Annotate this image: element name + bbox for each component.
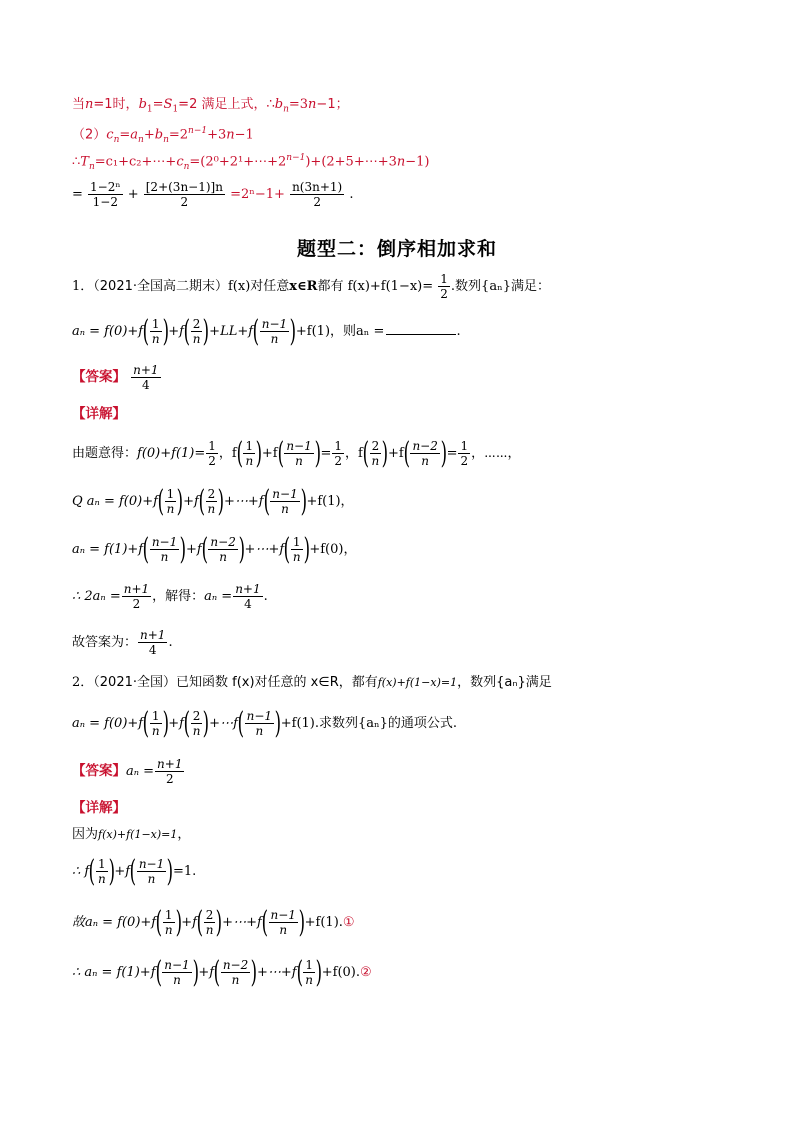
text: n bbox=[163, 134, 169, 145]
text: + bbox=[143, 127, 155, 143]
text: ，数列{aₙ}满足 bbox=[457, 675, 552, 690]
text: −1 bbox=[234, 127, 254, 143]
text: f(x)对任意 bbox=[228, 279, 290, 294]
q2-detail-line-4: ∴ aₙ = f(1)+f( $\frac{n-1}{n}$ )+f( $\frac{n-2}{n}$ )+⋯+f( $\frac{1}{n}$ )+f(0).② bbox=[72, 954, 372, 990]
q1-detail-label-row bbox=[72, 405, 734, 424]
text: S bbox=[163, 97, 173, 112]
text: aₙ = bbox=[204, 589, 233, 604]
section-title: 题型二：倒序相加求和 bbox=[296, 238, 497, 260]
q2-detail-label-row bbox=[72, 799, 734, 818]
solution-line-4 bbox=[72, 178, 734, 212]
text: 故aₙ = f(0)+f bbox=[72, 915, 157, 930]
text: 故答案为： bbox=[72, 635, 138, 650]
fraction: $\frac{n+1}{4}$ bbox=[133, 363, 159, 392]
text: ，解得： bbox=[152, 589, 205, 604]
text: b bbox=[154, 127, 164, 143]
question-number: 1． bbox=[72, 279, 94, 294]
text: +f(1)，则aₙ = bbox=[295, 324, 385, 339]
q1-answer bbox=[72, 360, 734, 395]
text: ∴ bbox=[72, 154, 81, 170]
text: x∈R bbox=[289, 279, 318, 294]
q1-formula: aₙ = f(0)+f( $\frac{1}{n}$ )+f( $\frac{2}{n}$ )+LL+f( $\frac{n-1}{n}$ )+f(1)，则aₙ = . bbox=[72, 313, 461, 349]
answer-label: 【答案】 bbox=[72, 763, 126, 779]
text: 1 bbox=[172, 104, 179, 115]
text: = bbox=[152, 97, 164, 112]
text: +f bbox=[261, 446, 278, 461]
q1-detail-line-2: Q aₙ = f(0)+f( $\frac{1}{n}$ )+f( $\frac{2}{n}$ )+⋯+f( $\frac{n-1}{n}$ )+f(1)， bbox=[72, 483, 354, 519]
text: aₙ = f(0)+f bbox=[72, 716, 144, 731]
text: c bbox=[106, 127, 114, 143]
equation-mark: ① bbox=[342, 915, 355, 930]
question-number: 2． bbox=[72, 675, 94, 690]
equation-mark: ② bbox=[360, 965, 372, 980]
fraction: $\frac{n(3n+1)}{2}$ bbox=[292, 180, 343, 209]
text: +f(1)， bbox=[306, 494, 354, 509]
q1-detail-line-1: 由题意得：f(0)+f(1)= $\frac{1}{2}$ ，f( $\frac{1}{n}$ )+f( $\frac{n-1}{n}$ )= $\frac{1}{2}$ ，f( $\frac{2}{n}$ )+f( $\frac{n-2}{n}$ )= $\frac{1}{2}$ ，⋯⋯， bbox=[72, 435, 521, 471]
solution-line-1 bbox=[72, 96, 734, 119]
text: ，⋯⋯， bbox=[471, 446, 521, 461]
text: =(2⁰+2¹+⋯+2 bbox=[189, 154, 287, 170]
text: n bbox=[308, 97, 317, 112]
text: T bbox=[80, 154, 89, 170]
text: Q aₙ = f(0)+f bbox=[72, 494, 158, 509]
text: n bbox=[113, 134, 120, 145]
text: ，f bbox=[345, 446, 363, 461]
text: −1) bbox=[405, 154, 430, 170]
text: + bbox=[127, 187, 139, 202]
text: aₙ = f(0)+f bbox=[72, 324, 144, 339]
text: n−1 bbox=[286, 153, 306, 163]
q1-detail-line-3: aₙ = f(1)+f( $\frac{n-1}{n}$ )+f( $\frac{n-2}{n}$ )+⋯+f( $\frac{1}{n}$ )+f(0)， bbox=[72, 531, 357, 567]
text: 由题意得： bbox=[72, 446, 138, 461]
text: a bbox=[130, 127, 139, 143]
text: （2） bbox=[72, 127, 107, 143]
text: ， bbox=[177, 827, 191, 842]
text: 已知函数 f(x)对任意的 x∈R，都有 bbox=[176, 675, 378, 690]
text: −1； bbox=[316, 97, 349, 112]
text: +f(0)， bbox=[309, 542, 357, 557]
fraction: $\frac{\text{1−2ⁿ}}{1-2}$ bbox=[90, 180, 121, 209]
text: f(x)+f(1−x)=1 bbox=[377, 676, 458, 689]
text: +⋯+f bbox=[223, 494, 264, 509]
text: +f bbox=[185, 542, 202, 557]
text: aₙ = bbox=[126, 764, 155, 779]
text: +f bbox=[198, 965, 215, 980]
text: n bbox=[138, 134, 144, 145]
detail-label: 【详解】 bbox=[72, 800, 126, 816]
text: +f bbox=[168, 716, 184, 731]
text: c bbox=[176, 154, 184, 170]
text: +f(1). bbox=[304, 915, 343, 930]
q2-detail-line-3: 故aₙ = f(0)+f( $\frac{1}{n}$ )+f( $\frac{2}{n}$ )+⋯+f( $\frac{n-1}{n}$ )+f(1).① bbox=[72, 904, 355, 940]
text: )+(2+5+⋯+3 bbox=[305, 154, 397, 170]
q2-formula: aₙ = f(0)+f( $\frac{1}{n}$ )+f( $\frac{2}{n}$ )+⋯f( $\frac{n-1}{n}$ )+f(1).求数列{aₙ}的通项公式. bbox=[72, 705, 458, 741]
text: f(0)+f(1)= bbox=[137, 446, 206, 461]
text: n bbox=[88, 161, 95, 172]
text: +f bbox=[114, 864, 131, 879]
text: 当 bbox=[72, 97, 86, 112]
text: = bbox=[320, 446, 332, 461]
text: n bbox=[183, 161, 190, 172]
text: ∴ f bbox=[72, 864, 90, 879]
text: n bbox=[85, 97, 94, 112]
text: n bbox=[283, 104, 289, 115]
question-source: （2021·全国） bbox=[93, 675, 176, 690]
text: = bbox=[119, 127, 131, 143]
fraction: $\frac{1}{2}$ bbox=[440, 272, 448, 301]
text: . bbox=[263, 589, 268, 604]
text: +f bbox=[183, 494, 199, 509]
text: 因为 bbox=[72, 827, 99, 842]
detail-label: 【详解】 bbox=[72, 406, 126, 422]
text: +f bbox=[168, 324, 184, 339]
text: b bbox=[138, 97, 147, 112]
q1-detail-line-5: 故答案为： $\frac{n+1}{4}$ . bbox=[72, 628, 173, 657]
answer-label: 【答案】 bbox=[72, 369, 126, 385]
fraction: $\frac{[2+(3n-1)]n}{2}$ bbox=[145, 180, 223, 209]
text: =2 满足上式，∴ bbox=[178, 97, 275, 112]
text: ∴ aₙ = f(1)+f bbox=[72, 965, 156, 980]
text: aₙ = f(1)+f bbox=[72, 542, 144, 557]
text: = bbox=[72, 187, 83, 202]
text: +f bbox=[388, 446, 404, 461]
text: 都有 f(x)+f(1−x)= bbox=[317, 279, 434, 294]
text: =2ⁿ−1+ bbox=[230, 187, 285, 202]
text: +⋯+f bbox=[256, 965, 297, 980]
text: 1 bbox=[146, 104, 153, 115]
q1-detail-line-4: ∴ 2aₙ = $\frac{n+1}{2}$ ，解得：aₙ = $\frac{n+1}{4}$ . bbox=[72, 582, 268, 611]
text: n−1 bbox=[188, 126, 208, 136]
text: +f bbox=[181, 915, 197, 930]
answer-blank bbox=[386, 334, 456, 335]
text: +⋯+f bbox=[222, 915, 262, 930]
q2-detail-line-1 bbox=[72, 826, 734, 844]
text: =1时， bbox=[93, 97, 139, 112]
text: =1. bbox=[172, 864, 197, 879]
solution-line-3 bbox=[72, 149, 734, 176]
q2-stem bbox=[72, 674, 734, 692]
text: =c₁+c₂+⋯+ bbox=[94, 154, 177, 170]
text: n bbox=[396, 154, 406, 170]
text: +f(1).求数列{aₙ}的通项公式. bbox=[280, 716, 458, 731]
text: +⋯f bbox=[209, 716, 238, 731]
text: . bbox=[456, 324, 461, 339]
q2-detail-line-2: ∴ f( $\frac{1}{n}$ )+f( $\frac{n-1}{n}$ )=1. bbox=[72, 853, 197, 889]
text: ∴ 2aₙ = bbox=[72, 589, 121, 604]
text: +f(0). bbox=[321, 965, 360, 980]
text: . bbox=[168, 635, 173, 650]
text: = bbox=[446, 446, 458, 461]
text: +3 bbox=[207, 127, 227, 143]
text: .数列{aₙ}满足： bbox=[450, 279, 550, 294]
q2-answer: 【答案】aₙ = $\frac{n+1}{2}$ bbox=[72, 757, 183, 786]
text: . bbox=[349, 187, 354, 202]
text: +LL+f bbox=[209, 324, 254, 339]
text: b bbox=[274, 97, 284, 112]
text: +⋯+f bbox=[244, 542, 285, 557]
text: ，f bbox=[218, 446, 237, 461]
text: =3 bbox=[288, 97, 309, 112]
question-source: （2021·全国高二期末） bbox=[93, 279, 228, 294]
q1-stem bbox=[72, 272, 734, 302]
text: n bbox=[226, 127, 235, 143]
text: f(x)+f(1−x)=1 bbox=[98, 828, 178, 841]
solution-line-2 bbox=[72, 122, 734, 149]
text: =2 bbox=[168, 127, 189, 143]
